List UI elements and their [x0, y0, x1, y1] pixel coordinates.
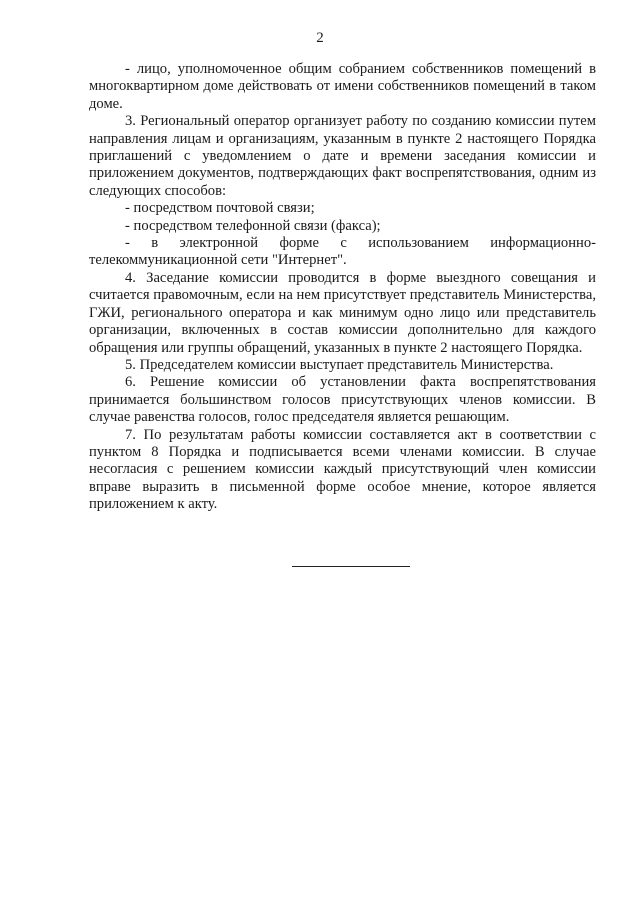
document-body: [89, 61, 596, 514]
list-item-postal: - посредством почтовой связи;: [125, 200, 315, 217]
paragraph-item-7: 7. По результатам работы комиссии составляется акт в соответствии с пунктом 8 Порядка и подписывается всеми членами комиссии. В случае несогласия с решением комиссии каждый присутствующий член комиссии вправе выразить в письменной форме особое мнение, которое является приложением к акту.: [89, 426, 596, 513]
list-item-internet: - в электронной форме с использованием информационно-телекоммуникационной сети "Интернет".: [89, 235, 596, 269]
page-number: 2: [316, 30, 324, 46]
end-separator-line: [292, 566, 410, 567]
paragraph-item-3: 3. Региональный оператор организует работу по созданию комиссии путем направления лицам и организациям, указанным в пункте 2 настоящего Порядка приглашений с уведомлением о дате и времени заседания комиссии и приложением документов, подтверждающих факт воспрепятствования, одним из следующих способов:: [89, 113, 596, 199]
paragraph-item-5: 5. Председателем комиссии выступает представитель Министерства.: [125, 356, 554, 373]
paragraph-item-6: 6. Решение комиссии об установлении факта воспрепятствования принимается большинством голосов присутствующих членов комиссии. В случае равенства голосов, голос председателя является решающим.: [89, 374, 596, 426]
paragraph-item-4: 4. Заседание комиссии проводится в форме выездного совещания и считается правомочным, если на нем присутствует представитель Министерства, ГЖИ, регионального оператора и как минимум одно лицо или представитель организации, включенных в состав комиссии дополнительно для каждого обращения или группы обращений, указанных в пункте 2 настоящего Порядка.: [89, 269, 596, 356]
paragraph-authorized-person: - лицо, уполномоченное общим собранием собственников помещений в многоквартирном доме действовать от имени собственников помещений в таком доме.: [89, 61, 596, 112]
list-item-phone: - посредством телефонной связи (факса);: [125, 217, 381, 234]
